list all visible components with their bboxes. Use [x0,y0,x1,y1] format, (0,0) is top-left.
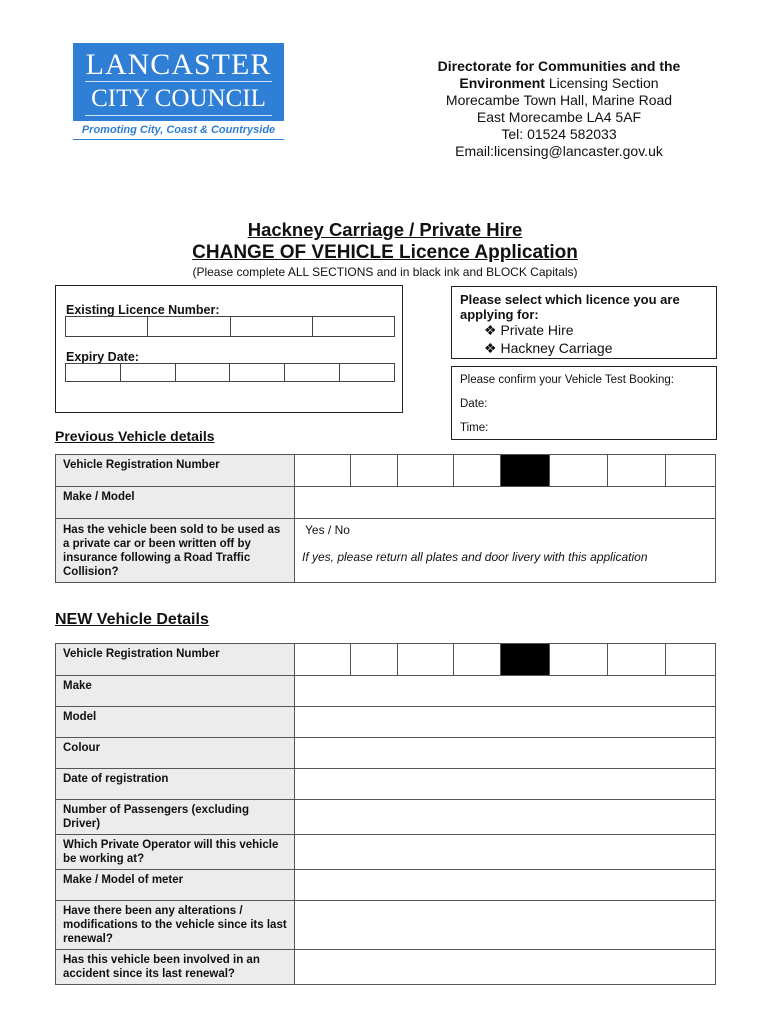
row-label: Has this vehicle been involved in an accident since its last renewal? [56,950,295,985]
row-label: Make / Model [56,487,295,519]
new-registration-field[interactable] [295,644,716,676]
address-tel: Tel: 01524 582033 [501,126,617,142]
table-row [56,487,716,519]
prev-sold-field[interactable] [295,519,716,583]
new-vehicle-heading: NEW Vehicle Details [55,611,209,628]
council-logo [73,43,284,140]
new-accident-field[interactable] [295,950,716,985]
form-title-line-2: CHANGE OF VEHICLE Licence Application [192,242,578,263]
new-model-field[interactable] [295,707,716,738]
address-directorate: Directorate for Communities and the Environment [437,58,681,91]
row-label: Colour [56,738,295,769]
row-label: Date of registration [56,769,295,800]
existing-licence-box [55,285,403,413]
logo-divider [85,81,272,82]
table-row [56,800,716,835]
table-row [56,769,716,800]
test-booking-heading: Please confirm your Vehicle Test Booking: [460,374,674,386]
expiry-date-label: Expiry Date: [66,350,139,364]
table-row [56,901,716,950]
diamond-bullet-icon: ❖ [484,340,497,356]
new-operator-field[interactable] [295,835,716,870]
prev-registration-field[interactable] [295,455,716,487]
previous-vehicle-heading: Previous Vehicle details [55,428,215,444]
prev-make-model-field[interactable] [295,487,716,519]
row-label: Vehicle Registration Number [56,644,295,676]
licence-type-box [451,286,717,359]
option-hackney-carriage-label: Hackney Carriage [500,340,613,356]
row-label: Model [56,707,295,738]
table-row [56,455,716,487]
form-instructions: (Please complete ALL SECTIONS and in black ink and BLOCK Capitals) [192,265,578,279]
test-date-label[interactable]: Date: [460,398,488,410]
licence-number-field[interactable] [65,316,395,337]
row-label: Make [56,676,295,707]
address-details: Licensing Section Morecambe Town Hall, Marine Road East Morecambe LA4 5AF [445,75,673,125]
new-make-field[interactable] [295,676,716,707]
licence-type-heading: Please select which licence you are applying for: [460,292,680,322]
logo-line-1: LANCASTER [85,48,272,81]
row-label: Vehicle Registration Number [56,455,295,487]
new-meter-field[interactable] [295,870,716,901]
previous-vehicle-table [55,454,716,583]
row-label: Which Private Operator will this vehicle be working at? [56,835,295,870]
form-title-line-1: Hackney Carriage / Private Hire [247,219,523,240]
new-alterations-field[interactable] [295,901,716,950]
new-passengers-field[interactable] [295,800,716,835]
table-row [56,835,716,870]
test-time-label[interactable]: Time: [460,422,489,434]
table-row [56,644,716,676]
licence-number-label: Existing Licence Number: [66,303,220,317]
test-booking-box [451,366,717,440]
logo-divider-2 [85,115,272,116]
yes-no-option[interactable]: Yes / No [305,523,350,537]
table-row [56,950,716,985]
option-hackney-carriage[interactable] [484,340,613,357]
row-label: Number of Passengers (excluding Driver) [56,800,295,835]
logo-line-2: CITY COUNCIL [91,85,266,112]
option-private-hire[interactable] [484,322,574,339]
row-label: Make / Model of meter [56,870,295,901]
address-email: Email:licensing@lancaster.gov.uk [455,143,663,159]
logo-tagline: Promoting City, Coast & Countryside [73,121,284,139]
expiry-date-field[interactable] [65,363,395,382]
row-label: Has the vehicle been sold to be used as a private car or been written off by insurance following a Road Traffic Collision? [56,519,295,583]
plates-note: If yes, please return all plates and door livery with this application [302,550,648,564]
table-row [56,676,716,707]
council-address [430,58,688,160]
new-vehicle-table [55,643,716,985]
table-row [56,707,716,738]
new-registration-date-field[interactable] [295,769,716,800]
new-colour-field[interactable] [295,738,716,769]
diamond-bullet-icon: ❖ [484,322,497,338]
row-label: Have there been any alterations / modifications to the vehicle since its last renewal? [56,901,295,950]
option-private-hire-label: Private Hire [500,322,574,338]
table-row [56,519,716,583]
table-row [56,738,716,769]
table-row [56,870,716,901]
